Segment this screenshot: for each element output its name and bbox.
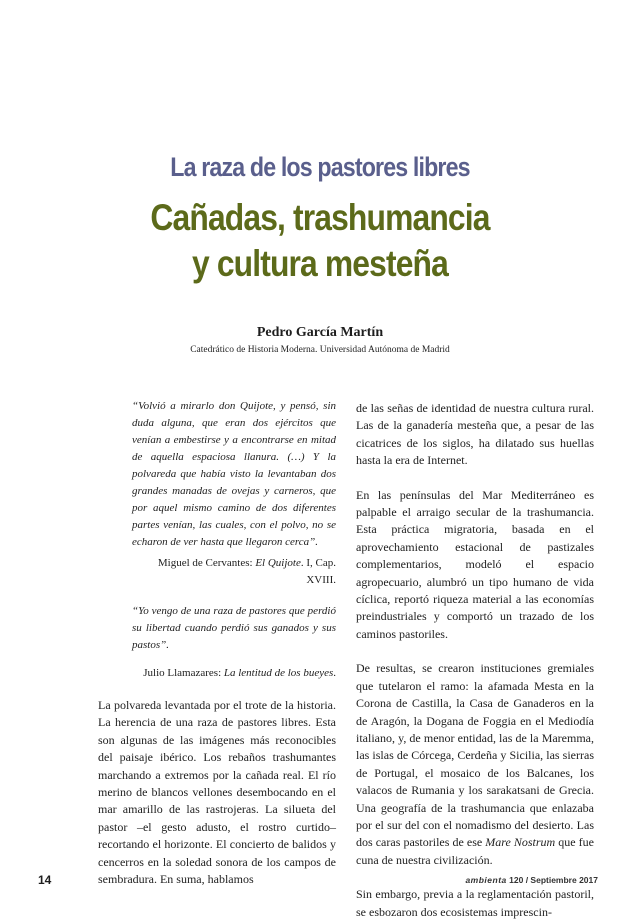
epigraph-citation-author: Miguel de Cervantes:	[157, 557, 256, 569]
body-left-column	[98, 697, 336, 888]
paragraph-text: De resultas, se crearon instituciones gremiales que tutelaron el ramo: la afamada Mesta en la Corona de Castilla, la Casa de Ganaderos en la de Aragón, la Dogana de Foggia en el Mediodía italiano, y, de menor entidad, las de la Maremma, las islas de Córcega, Cerdeña y Sicilia, las sierras de Portugal, el mosaico de los Balcanes, los valacos de Rumania y los sarakatsani de Grecia. Una geografía de la trashumancia que enlazaba por el sur del con el nomadismo del desierto. Las dos caras pastoriles de ese	[356, 661, 594, 850]
epigraph-citation-2	[120, 665, 336, 682]
epigraph-citation-ref: .	[333, 667, 336, 679]
paragraph: En las penínsulas del Mar Mediterráneo es palpable el arraigo secular de la trashumancia. Esta práctica migratoria, basada en el aprovechamiento estacional de pastizales complementarios, modeló el espacio agropecuario, alumbró un tipo humano de vida cíclica, reportó riqueza material a las economías preindustriales y comportó un trazado de los caminos pastoriles.	[356, 487, 594, 641]
article-title-line-1: Cañadas, trashumancia	[150, 197, 490, 238]
epigraph-citation-work: El Quijote	[255, 557, 301, 569]
paragraph-text: que fue cuna de nuestra civilización.	[356, 835, 594, 867]
magazine-name: ambienta	[465, 875, 507, 885]
article-kicker: La raza de los pastores libres	[170, 152, 470, 182]
paragraph: Sin embargo, previa a la reglamentación pastoril, se esbozaron dos ecosistemas imprescin-	[356, 887, 594, 919]
issue-number: 120	[509, 875, 524, 885]
footer-issue-info	[465, 875, 598, 885]
epigraph-citation-work: La lentitud de los bueyes	[223, 667, 334, 679]
epigraph-citation-1	[150, 555, 336, 589]
page-number: 14	[38, 873, 52, 887]
paragraph: La polvareda levantada por el trote de la historia. La herencia de una raza de pastores libres. Esta son algunas de las imágenes más reconocibles del paisaje ibérico. Los rebaños trashumantes marchando a extremos por la cañada real. El río merino de blancos vellones desembocando en el mar amarillo de las rastrojeras. La silueta del pastor –el gesto adusto, el rostro curtido– recortando el horizonte. El concierto de balidos y cencerros en la soledad sonora de los campos de sembradura. En suma, hablamos	[98, 698, 336, 887]
author-affiliation: Catedrático de Historia Moderna. Universidad Autónoma de Madrid	[190, 345, 450, 355]
paragraph	[356, 660, 594, 869]
body-right-column	[356, 400, 594, 921]
article-title-line-2: y cultura mesteña	[192, 243, 448, 284]
issue-date: / Septiembre 2017	[523, 875, 598, 885]
paragraph: de las señas de identidad de nuestra cultura rural. Las de la ganadería mesteña que, a pesar de las cicatrices de los siglos, ha dilatado sus huellas hasta la era de Internet.	[356, 401, 594, 468]
epigraph-citation-ref: . I, Cap. XVIII.	[300, 557, 336, 586]
epigraph-quote-1: “Volvió a mirarlo don Quijote, y pensó, sin duda alguna, que eran dos ejércitos que venían a embestirse y a encontrarse en mitad de aquella espaciosa llanura. (…) Y la polvareda que había visto la levantaban dos grandes manadas de ovejas y carneros, que por aquel mismo camino de dos diferentes partes venían, las cuales, con el polvo, no se echaron de ver hasta que llegaron cerca”.	[132, 400, 336, 548]
epigraph-quote-2: “Yo vengo de una raza de pastores que perdió su libertad cuando perdió sus ganados y sus pastos”.	[132, 605, 336, 651]
epigraph-citation-author: Julio Llamazares:	[143, 667, 224, 679]
author-name: Pedro García Martín	[256, 325, 384, 340]
paragraph-italic-text: Mare Nostrum	[485, 835, 556, 850]
